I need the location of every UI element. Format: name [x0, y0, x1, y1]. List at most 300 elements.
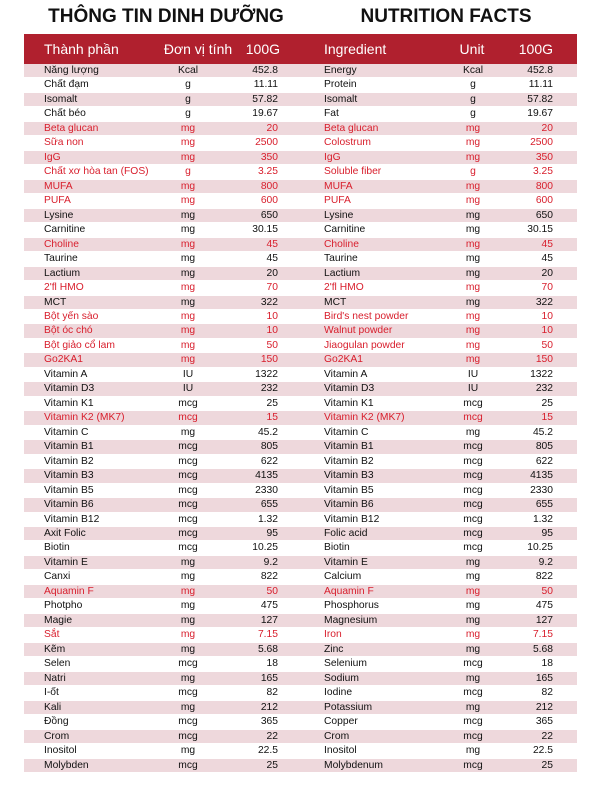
unit-en: mg — [465, 282, 481, 294]
unit-en: mg — [465, 253, 481, 265]
ingredient-en: 2'fl HMO — [324, 282, 364, 294]
value-en: 10 — [541, 310, 553, 322]
unit-vi: mg — [180, 282, 196, 294]
ingredient-en: Biotin — [324, 542, 350, 554]
ingredient-en: Phosphorus — [324, 600, 379, 612]
table-header — [24, 34, 577, 64]
unit-en: mg — [465, 585, 481, 597]
header-unit-vi: Đơn vị tính — [163, 41, 233, 57]
ingredient-en: Vitamin B12 — [324, 513, 380, 525]
table-row — [24, 570, 577, 584]
table-row — [24, 368, 577, 382]
unit-en: mg — [465, 600, 481, 612]
unit-en: mg — [465, 629, 481, 641]
unit-vi: mcg — [178, 499, 198, 511]
value-vi: 4135 — [255, 470, 278, 482]
value-en: 10.25 — [527, 542, 553, 554]
unit-en: mg — [465, 224, 481, 236]
unit-vi: mcg — [178, 513, 198, 525]
ingredient-vi: MCT — [44, 296, 67, 308]
table-row — [24, 426, 577, 440]
ingredient-vi: IgG — [44, 151, 61, 163]
unit-en: mcg — [463, 716, 483, 728]
value-en: 30.15 — [527, 224, 553, 236]
unit-vi: mg — [180, 354, 196, 366]
value-vi: 9.2 — [263, 556, 278, 568]
unit-vi: mcg — [178, 759, 198, 771]
ingredient-vi: Axit Folic — [44, 528, 86, 539]
value-en: 45 — [541, 253, 553, 265]
unit-en: g — [470, 79, 476, 91]
value-vi: 50 — [266, 585, 278, 597]
table-row — [24, 382, 577, 396]
unit-vi: mg — [180, 267, 196, 279]
ingredient-vi: Go2KA1 — [44, 354, 83, 366]
value-en: 95 — [541, 528, 553, 539]
table-row — [24, 686, 577, 700]
value-vi: 45 — [266, 253, 278, 265]
ingredient-vi: Sữa non — [44, 137, 84, 149]
ingredient-en: Vitamin K2 (MK7) — [324, 412, 405, 424]
ingredient-vi: Chất béo — [44, 108, 86, 120]
ingredient-en: Iron — [324, 629, 342, 641]
ingredient-en: Folic acid — [324, 528, 368, 539]
unit-vi: mg — [180, 556, 196, 568]
table-row — [24, 267, 577, 281]
table-row — [24, 672, 577, 686]
table-row — [24, 223, 577, 237]
value-en: 20 — [541, 122, 553, 134]
value-vi: 165 — [260, 672, 278, 684]
unit-en: mg — [465, 267, 481, 279]
value-en: 20 — [541, 267, 553, 279]
ingredient-en: Vitamin A — [324, 368, 368, 380]
unit-vi: mg — [180, 629, 196, 641]
unit-en: mcg — [463, 658, 483, 670]
table-row — [24, 614, 577, 628]
value-vi: 365 — [260, 716, 278, 728]
ingredient-en: Soluble fiber — [324, 166, 382, 178]
unit-vi: mcg — [178, 658, 198, 670]
ingredient-vi: I-ốt — [44, 687, 59, 699]
value-en: 5.68 — [532, 643, 553, 655]
ingredient-vi: Choline — [44, 238, 79, 250]
table-row — [24, 281, 577, 295]
ingredient-en: Colostrum — [324, 137, 371, 149]
unit-vi: mg — [180, 253, 196, 265]
unit-en: mcg — [463, 441, 483, 453]
table-row — [24, 339, 577, 353]
value-vi: 650 — [260, 209, 278, 221]
value-vi: 212 — [260, 701, 278, 713]
ingredient-vi: PUFA — [44, 195, 71, 207]
value-en: 45.2 — [532, 426, 553, 438]
ingredient-en: PUFA — [324, 195, 351, 207]
ingredient-en: Lysine — [324, 209, 354, 221]
table-row — [24, 209, 577, 223]
unit-en: IU — [467, 368, 479, 380]
table-row — [24, 238, 577, 252]
ingredient-en: Bird's nest powder — [324, 310, 409, 322]
unit-en: mg — [465, 556, 481, 568]
unit-en: mcg — [463, 412, 483, 424]
value-vi: 10 — [266, 310, 278, 322]
value-en: 25 — [541, 397, 553, 409]
value-en: 11.11 — [528, 79, 553, 91]
unit-en: mcg — [463, 470, 483, 482]
ingredient-en: Potassium — [324, 701, 373, 713]
value-vi: 232 — [260, 383, 278, 395]
ingredient-en: Zinc — [324, 643, 344, 655]
value-vi: 2330 — [255, 484, 278, 496]
table-row — [24, 498, 577, 512]
value-en: 452.8 — [527, 65, 553, 76]
header-unit-en: Unit — [459, 41, 485, 57]
unit-vi: mg — [180, 701, 196, 713]
table-row — [24, 252, 577, 266]
title-vietnamese: THÔNG TIN DINH DƯỠNG — [48, 6, 284, 27]
value-en: 232 — [535, 383, 553, 395]
value-vi: 452.8 — [252, 65, 278, 76]
ingredient-vi: Selen — [44, 658, 71, 670]
value-en: 600 — [535, 195, 553, 207]
table-row — [24, 64, 577, 78]
unit-en: mcg — [463, 730, 483, 742]
table-row — [24, 324, 577, 338]
unit-vi: mg — [180, 339, 196, 351]
value-vi: 822 — [260, 571, 278, 583]
ingredient-en: Fat — [324, 108, 339, 120]
ingredient-en: Go2KA1 — [324, 354, 363, 366]
ingredient-en: Vitamin B3 — [324, 470, 374, 482]
unit-vi: mcg — [178, 730, 198, 742]
ingredient-en: MUFA — [324, 180, 353, 192]
ingredient-vi: Vitamin E — [44, 556, 88, 568]
unit-en: Kcal — [462, 65, 484, 76]
table-row — [24, 759, 577, 773]
table-row — [24, 440, 577, 454]
ingredient-vi: Kali — [44, 701, 62, 713]
ingredient-vi: Taurine — [44, 253, 78, 265]
ingredient-en: Protein — [324, 79, 357, 91]
value-vi: 20 — [266, 267, 278, 279]
table-row — [24, 397, 577, 411]
value-vi: 322 — [260, 296, 278, 308]
ingredient-vi: 2'fl HMO — [44, 282, 84, 294]
value-vi: 22.5 — [257, 745, 278, 757]
ingredient-en: Inositol — [324, 745, 357, 757]
unit-vi: mg — [180, 310, 196, 322]
unit-en: mcg — [463, 484, 483, 496]
value-vi: 45 — [266, 238, 278, 250]
table-body — [24, 64, 577, 773]
ingredient-en: Vitamin B2 — [324, 455, 374, 467]
value-en: 165 — [535, 672, 553, 684]
ingredient-vi: Vitamin K1 — [44, 397, 94, 409]
unit-en: mg — [465, 614, 481, 626]
value-en: 70 — [541, 282, 553, 294]
unit-en: mg — [465, 122, 481, 134]
value-en: 822 — [535, 571, 553, 583]
value-vi: 805 — [260, 441, 278, 453]
unit-en: mg — [465, 745, 481, 757]
ingredient-vi: Lactium — [44, 267, 81, 279]
unit-vi: mcg — [178, 687, 198, 699]
ingredient-vi: Magie — [44, 614, 73, 626]
unit-en: IU — [467, 383, 479, 395]
value-vi: 475 — [260, 600, 278, 612]
value-en: 3.25 — [532, 166, 553, 178]
value-vi: 1322 — [255, 368, 278, 380]
ingredient-en: Copper — [324, 716, 358, 728]
ingredient-en: Jiaogulan powder — [324, 339, 405, 351]
value-vi: 655 — [260, 499, 278, 511]
ingredient-en: Magnesium — [324, 614, 378, 626]
ingredient-en: Vitamin C — [324, 426, 369, 438]
unit-vi: mcg — [178, 528, 198, 539]
unit-vi: mg — [180, 643, 196, 655]
unit-en: mg — [465, 325, 481, 337]
ingredient-vi: Chất đạm — [44, 79, 89, 91]
header-ingredient-en: Ingredient — [324, 41, 387, 57]
table-row — [24, 541, 577, 555]
nutrition-table — [24, 34, 577, 773]
unit-en: mcg — [463, 528, 483, 539]
ingredient-vi: Biotin — [44, 542, 70, 554]
ingredient-vi: Isomalt — [44, 93, 78, 105]
unit-vi: mcg — [178, 716, 198, 728]
unit-vi: mg — [180, 180, 196, 192]
value-en: 9.2 — [538, 556, 553, 568]
value-en: 15 — [541, 412, 553, 424]
unit-en: mg — [465, 354, 481, 366]
value-en: 475 — [535, 600, 553, 612]
unit-en: mg — [465, 209, 481, 221]
unit-vi: mg — [180, 672, 196, 684]
unit-vi: g — [185, 79, 191, 91]
ingredient-vi: Vitamin B3 — [44, 470, 94, 482]
ingredient-vi: Bột yến sào — [44, 310, 99, 322]
table-row — [24, 296, 577, 310]
ingredient-vi: Đồng — [44, 716, 69, 728]
value-vi: 57.82 — [252, 93, 278, 105]
value-vi: 95 — [266, 528, 278, 539]
ingredient-vi: Chất xơ hòa tan (FOS) — [44, 166, 149, 178]
unit-en: mg — [465, 643, 481, 655]
ingredient-en: Selenium — [324, 658, 367, 670]
table-row — [24, 585, 577, 599]
value-en: 622 — [535, 455, 553, 467]
table-row — [24, 643, 577, 657]
value-vi: 20 — [266, 122, 278, 134]
value-en: 45 — [541, 238, 553, 250]
header-ingredient-vi: Thành phần — [44, 41, 119, 57]
unit-vi: mg — [180, 151, 196, 163]
value-en: 7.15 — [532, 629, 553, 641]
ingredient-en: Calcium — [324, 571, 362, 583]
ingredient-vi: Vitamin B12 — [44, 513, 100, 525]
ingredient-vi: Vitamin C — [44, 426, 89, 438]
unit-en: mcg — [463, 455, 483, 467]
unit-en: mcg — [463, 397, 483, 409]
value-en: 50 — [541, 585, 553, 597]
unit-vi: mg — [180, 122, 196, 134]
table-row — [24, 513, 577, 527]
ingredient-vi: MUFA — [44, 180, 73, 192]
value-vi: 622 — [260, 455, 278, 467]
unit-vi: IU — [182, 368, 194, 380]
ingredient-en: Molybdenum — [324, 759, 383, 771]
unit-vi: mg — [180, 296, 196, 308]
ingredient-vi: Vitamin D3 — [44, 383, 95, 395]
value-en: 18 — [541, 658, 553, 670]
unit-vi: mg — [180, 137, 196, 149]
ingredient-vi: Bột giảo cổ lam — [44, 339, 115, 351]
unit-vi: IU — [182, 383, 194, 395]
unit-vi: mg — [180, 571, 196, 583]
value-en: 350 — [535, 151, 553, 163]
value-en: 150 — [535, 354, 553, 366]
value-vi: 600 — [260, 195, 278, 207]
ingredient-vi: Vitamin K2 (MK7) — [44, 412, 125, 424]
ingredient-vi: Vitamin B5 — [44, 484, 94, 496]
unit-vi: mg — [180, 585, 196, 597]
header-amount-vi: 100G — [245, 41, 280, 57]
table-row — [24, 556, 577, 570]
unit-vi: mcg — [178, 470, 198, 482]
value-vi: 2500 — [255, 137, 278, 149]
value-en: 19.67 — [527, 108, 553, 120]
unit-vi: mg — [180, 426, 196, 438]
ingredient-en: Walnut powder — [324, 325, 393, 337]
unit-en: mg — [465, 296, 481, 308]
title-english: NUTRITION FACTS — [360, 6, 532, 27]
unit-vi: mg — [180, 325, 196, 337]
ingredient-vi: Lysine — [44, 209, 74, 221]
value-vi: 10.25 — [252, 542, 278, 554]
unit-en: mcg — [463, 513, 483, 525]
unit-en: mcg — [463, 687, 483, 699]
ingredient-en: Isomalt — [324, 93, 358, 105]
unit-vi: mg — [180, 224, 196, 236]
ingredient-en: Vitamin K1 — [324, 397, 374, 409]
value-vi: 19.67 — [252, 108, 278, 120]
table-row — [24, 93, 577, 107]
table-row — [24, 353, 577, 367]
value-vi: 127 — [260, 614, 278, 626]
ingredient-en: Aquamin F — [324, 585, 374, 597]
ingredient-en: Crom — [324, 730, 350, 742]
value-en: 82 — [541, 687, 553, 699]
unit-en: mg — [465, 310, 481, 322]
table-row — [24, 151, 577, 165]
value-en: 22 — [541, 730, 553, 742]
ingredient-vi: Canxi — [44, 571, 71, 583]
table-row — [24, 628, 577, 642]
table-row — [24, 180, 577, 194]
value-vi: 3.25 — [257, 166, 278, 178]
ingredient-vi: Vitamin B1 — [44, 441, 94, 453]
ingredient-en: Vitamin D3 — [324, 383, 375, 395]
unit-en: mcg — [463, 499, 483, 511]
unit-en: mg — [465, 137, 481, 149]
value-en: 365 — [535, 716, 553, 728]
unit-vi: mg — [180, 600, 196, 612]
ingredient-en: Iodine — [324, 687, 353, 699]
table-row — [24, 599, 577, 613]
ingredient-vi: Kẽm — [44, 643, 66, 655]
value-vi: 800 — [260, 180, 278, 192]
value-en: 655 — [535, 499, 553, 511]
unit-vi: mg — [180, 238, 196, 250]
value-en: 805 — [535, 441, 553, 453]
unit-en: mg — [465, 672, 481, 684]
ingredient-vi: Sắt — [44, 629, 60, 641]
header-amount-en: 100G — [518, 41, 553, 57]
ingredient-vi: Vitamin B6 — [44, 499, 94, 511]
value-en: 10 — [541, 325, 553, 337]
value-en: 1.32 — [532, 513, 553, 525]
unit-en: mcg — [463, 759, 483, 771]
value-vi: 7.15 — [257, 629, 278, 641]
table-row — [24, 194, 577, 208]
value-vi: 10 — [266, 325, 278, 337]
value-vi: 11.11 — [253, 79, 278, 91]
value-en: 1322 — [530, 368, 553, 380]
value-vi: 18 — [266, 658, 278, 670]
value-en: 650 — [535, 209, 553, 221]
unit-vi: Kcal — [177, 65, 199, 76]
ingredient-vi: Crom — [44, 730, 70, 742]
ingredient-en: Vitamin B5 — [324, 484, 374, 496]
value-en: 2500 — [530, 137, 553, 149]
unit-vi: mcg — [178, 542, 198, 554]
table-row — [24, 122, 577, 136]
unit-vi: mg — [180, 209, 196, 221]
ingredient-en: Vitamin E — [324, 556, 368, 568]
unit-vi: g — [185, 108, 191, 120]
table-row — [24, 165, 577, 179]
unit-vi: mcg — [178, 441, 198, 453]
unit-vi: g — [185, 166, 191, 178]
unit-en: mg — [465, 426, 481, 438]
value-en: 322 — [535, 296, 553, 308]
table-row — [24, 744, 577, 758]
table-row — [24, 310, 577, 324]
unit-en: mcg — [463, 542, 483, 554]
ingredient-vi: Carnitine — [44, 224, 86, 236]
value-vi: 22 — [266, 730, 278, 742]
value-en: 4135 — [530, 470, 553, 482]
ingredient-en: Energy — [324, 65, 357, 76]
ingredient-en: Sodium — [324, 672, 359, 684]
ingredient-vi: Năng lượng — [44, 65, 99, 76]
value-vi: 45.2 — [257, 426, 278, 438]
unit-en: g — [470, 166, 476, 178]
table-row — [24, 469, 577, 483]
value-en: 57.82 — [527, 93, 553, 105]
ingredient-vi: Molybden — [44, 759, 89, 771]
unit-vi: mcg — [178, 455, 198, 467]
unit-en: g — [470, 108, 476, 120]
table-row — [24, 136, 577, 150]
unit-vi: mg — [180, 745, 196, 757]
ingredient-en: IgG — [324, 151, 341, 163]
table-row — [24, 527, 577, 541]
value-vi: 30.15 — [252, 224, 278, 236]
value-en: 800 — [535, 180, 553, 192]
ingredient-vi: Bột óc chó — [44, 325, 93, 337]
